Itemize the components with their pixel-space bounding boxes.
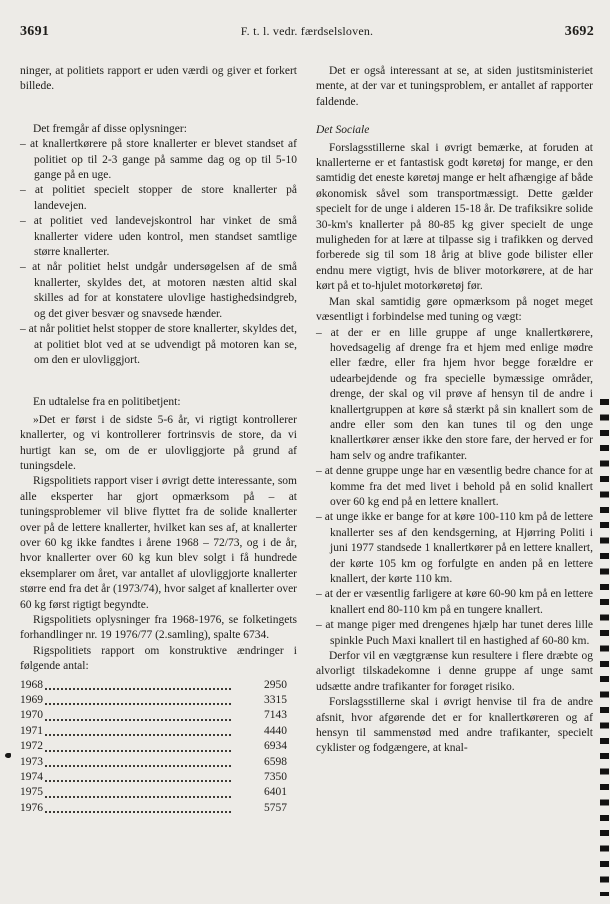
paragraph: Det fremgår af disse oplysninger:	[33, 122, 187, 135]
left-column	[20, 64, 297, 816]
paragraph: En udtalelse fra en politibetjent:	[33, 396, 181, 409]
paragraph: Forslagsstillerne skal i øvrigt bemærke, at foruden at knallerterne er et fantastisk godt køretøj for mange, er den samtidig det eneste køretøj mange er helt afhængige af både økonomisk såvel som transportmæssigt. Dette gælder specielt for de unge i alderen 15-18 år. De trafiksikre solide 30-km's knallerter på 80-85 kg giver specielt de unge muligheden for at lære at tilpasse sig i trafikken og derved forberede sig til som 18 årig at blive gode bilister eller endnu mere vigtigt, hvis de bliver motorkørere, at de har kørt på et to-hjulet motorkøretøj før.	[316, 141, 593, 293]
list-item: – at når politiet helst undgår undersøgelsen af de små knallerter, skyldes det, at motoren næsten altid skal skilles ad for at konstatere ulovlige hastighedsindgreb, og det giver besvær og snavsede hænder.	[20, 261, 297, 320]
list-item: – at denne gruppe unge har en væsentlig bedre chance for at komme fra det med livet i behold på en solid knallert over 60 kg end på en lettere knallert.	[316, 465, 593, 508]
year-cell: 1973	[20, 755, 43, 768]
year-cell: 1972	[20, 740, 43, 753]
count-cell: 6401	[264, 786, 287, 799]
list-item: – at knallertkørere på store knallerter er blevet standset af politiet op til 2-3 gange på samme dag og op til 5-10 gange på en uge.	[20, 138, 297, 182]
dotted-leader	[45, 796, 231, 798]
text-columns	[20, 64, 593, 816]
paragraph-continuation: ninger, at politiets rapport er uden værdi og giver et forkert billede.	[20, 65, 297, 93]
page-number-right: 3692	[564, 24, 594, 39]
year-cell: 1968	[20, 678, 43, 691]
dotted-leader	[45, 811, 231, 813]
year-cell: 1971	[20, 724, 43, 737]
table-row	[20, 708, 297, 723]
paragraph: Det er også interessant at se, at siden justitsministeriet mente, at der var et tuningsproblem, er antallet af rapporter faldende.	[316, 65, 593, 108]
dotted-leader	[45, 780, 231, 782]
table-row	[20, 724, 297, 739]
count-cell: 7143	[264, 709, 287, 722]
list-item: – at når politiet helst stopper de store knallerter, skyldes det, at politiet blot ved at se udvendigt på motoren kan se, om den er ulovliggjort.	[20, 323, 297, 366]
scan-artifact	[5, 753, 11, 758]
dotted-leader	[45, 750, 231, 752]
table-row	[20, 678, 297, 693]
table-row	[20, 693, 297, 708]
dotted-leader	[45, 703, 231, 705]
section-heading: Det Sociale	[316, 124, 370, 137]
year-cell: 1970	[20, 709, 43, 722]
count-cell: 7350	[264, 771, 287, 784]
dotted-leader	[45, 688, 231, 690]
year-cell: 1975	[20, 786, 43, 799]
list-item: – at der er en lille gruppe af unge knallertkørere, hovedsagelig af drenge fra et hjem med enlige mødre eller fædre, eller fra hjem hvor begge forældre er udearbejdende og fra specielle bymæssige områder, drenge, der skal og vil prøve af hensyn til de andre i knallertgruppen at køre så stærkt på sin knallert som de andre eller som den kan tunes til og den unge knallertkører ænser ikke den store fare, der herved er for ham selv og andre trafikanter.	[316, 326, 593, 462]
dotted-leader	[45, 734, 231, 736]
list-item: – at politiet ved landevejskontrol har vinket de små knallerter videre uden kontrol, men standset samtlige større knallerter.	[20, 215, 297, 259]
count-cell: 2950	[264, 678, 287, 691]
paragraph: Rigspolitiets rapport om konstruktive ændringer i følgende antal:	[20, 644, 297, 673]
paragraph: Rigspolitiets rapport viser i øvrigt dette interessante, som alle eksperter har gjort opmærksom på – at tuningsproblemer vil blive flyttet fra de solide knallerter over på de lettere knallerter, hvilket kan ses af, at knallerter over 60 kg ikke fandtes i årene 1968 – 72/73, og i de år, hvor knallerter over 60 kg kun blev solgt i få hundrede eksemplarer om året, var antallet af ulovliggjorte knallerter større end fra det år (1973/74), hvor salget af knallerter over 60 kg først rigtigt begyndte.	[20, 475, 297, 611]
paragraph: Forslagsstillerne skal i øvrigt henvise til fra de andre afsnit, hvor afgørende det er for knallertkøreren og af hensyn til sammenstød med andre trafikanter, specielt cyklister og fodgængere, at knal-	[316, 696, 593, 755]
count-cell: 6598	[264, 755, 287, 768]
page-header	[20, 24, 594, 40]
list-item: – at mange piger med drengenes hjælp har tunet deres lille spinkle Puch Maxi knallert til en hastighed af 60-80 km.	[316, 619, 593, 647]
table-row	[20, 739, 297, 754]
right-column	[316, 64, 593, 816]
scan-artifact-strip	[600, 399, 609, 896]
count-cell: 6934	[264, 740, 287, 753]
year-cell: 1974	[20, 771, 43, 784]
table-row	[20, 785, 297, 800]
page-number-left: 3691	[20, 24, 50, 39]
count-cell: 3315	[264, 694, 287, 707]
dotted-leader	[45, 765, 231, 767]
table-row	[20, 755, 297, 770]
paragraph: Man skal samtidig gøre opmærksom på noget meget væsentligt i forbindelse med tuning og vægt:	[316, 295, 593, 324]
paragraph: Derfor vil en vægtgrænse kun resultere i flere dræbte og alvorligt tilskadekomne i denne gruppe af unge samt udsætte andre trafikanter for forøget risiko.	[316, 650, 593, 693]
list-item: – at politiet specielt stopper de store knallerter på landevejen.	[20, 184, 297, 212]
list-item: – at unge ikke er bange for at køre 100-110 km på de lettere knallerter ses af den kendsgerning, at Hjørring Politi i juni 1977 standsede 1 knallertkører på en lettere knallert, der kørte 105 km og forfulgte en anden på en lettere knallert, der kørte 110 km.	[316, 511, 593, 585]
paragraph: Rigspolitiets oplysninger fra 1968-1976, se folketingets forhandlinger nr. 19 1976/77 (2.samling), spalte 6734.	[20, 614, 297, 642]
paragraph-quote: »Det er først i de sidste 5-6 år, vi rigtigt kontrollerer knallerter, og vi kontrollerer fortrinsvis de store, da vi hurtigt kan se, om de er ulovliggjorte på grund af tuningsdele.	[20, 413, 297, 472]
running-title: F. t. l. vedr. færdselsloven.	[240, 24, 374, 38]
year-cell: 1969	[20, 694, 43, 707]
table-row	[20, 770, 297, 785]
count-cell: 5757	[264, 801, 287, 814]
table-row	[20, 801, 297, 816]
year-cell: 1976	[20, 801, 43, 814]
count-cell: 4440	[264, 724, 287, 737]
statistics-table	[20, 678, 297, 817]
list-item: – at der er væsentlig farligere at køre 60-90 km på en lettere knallert end 80-110 km på en tungere knallert.	[316, 588, 593, 616]
dotted-leader	[45, 719, 231, 721]
